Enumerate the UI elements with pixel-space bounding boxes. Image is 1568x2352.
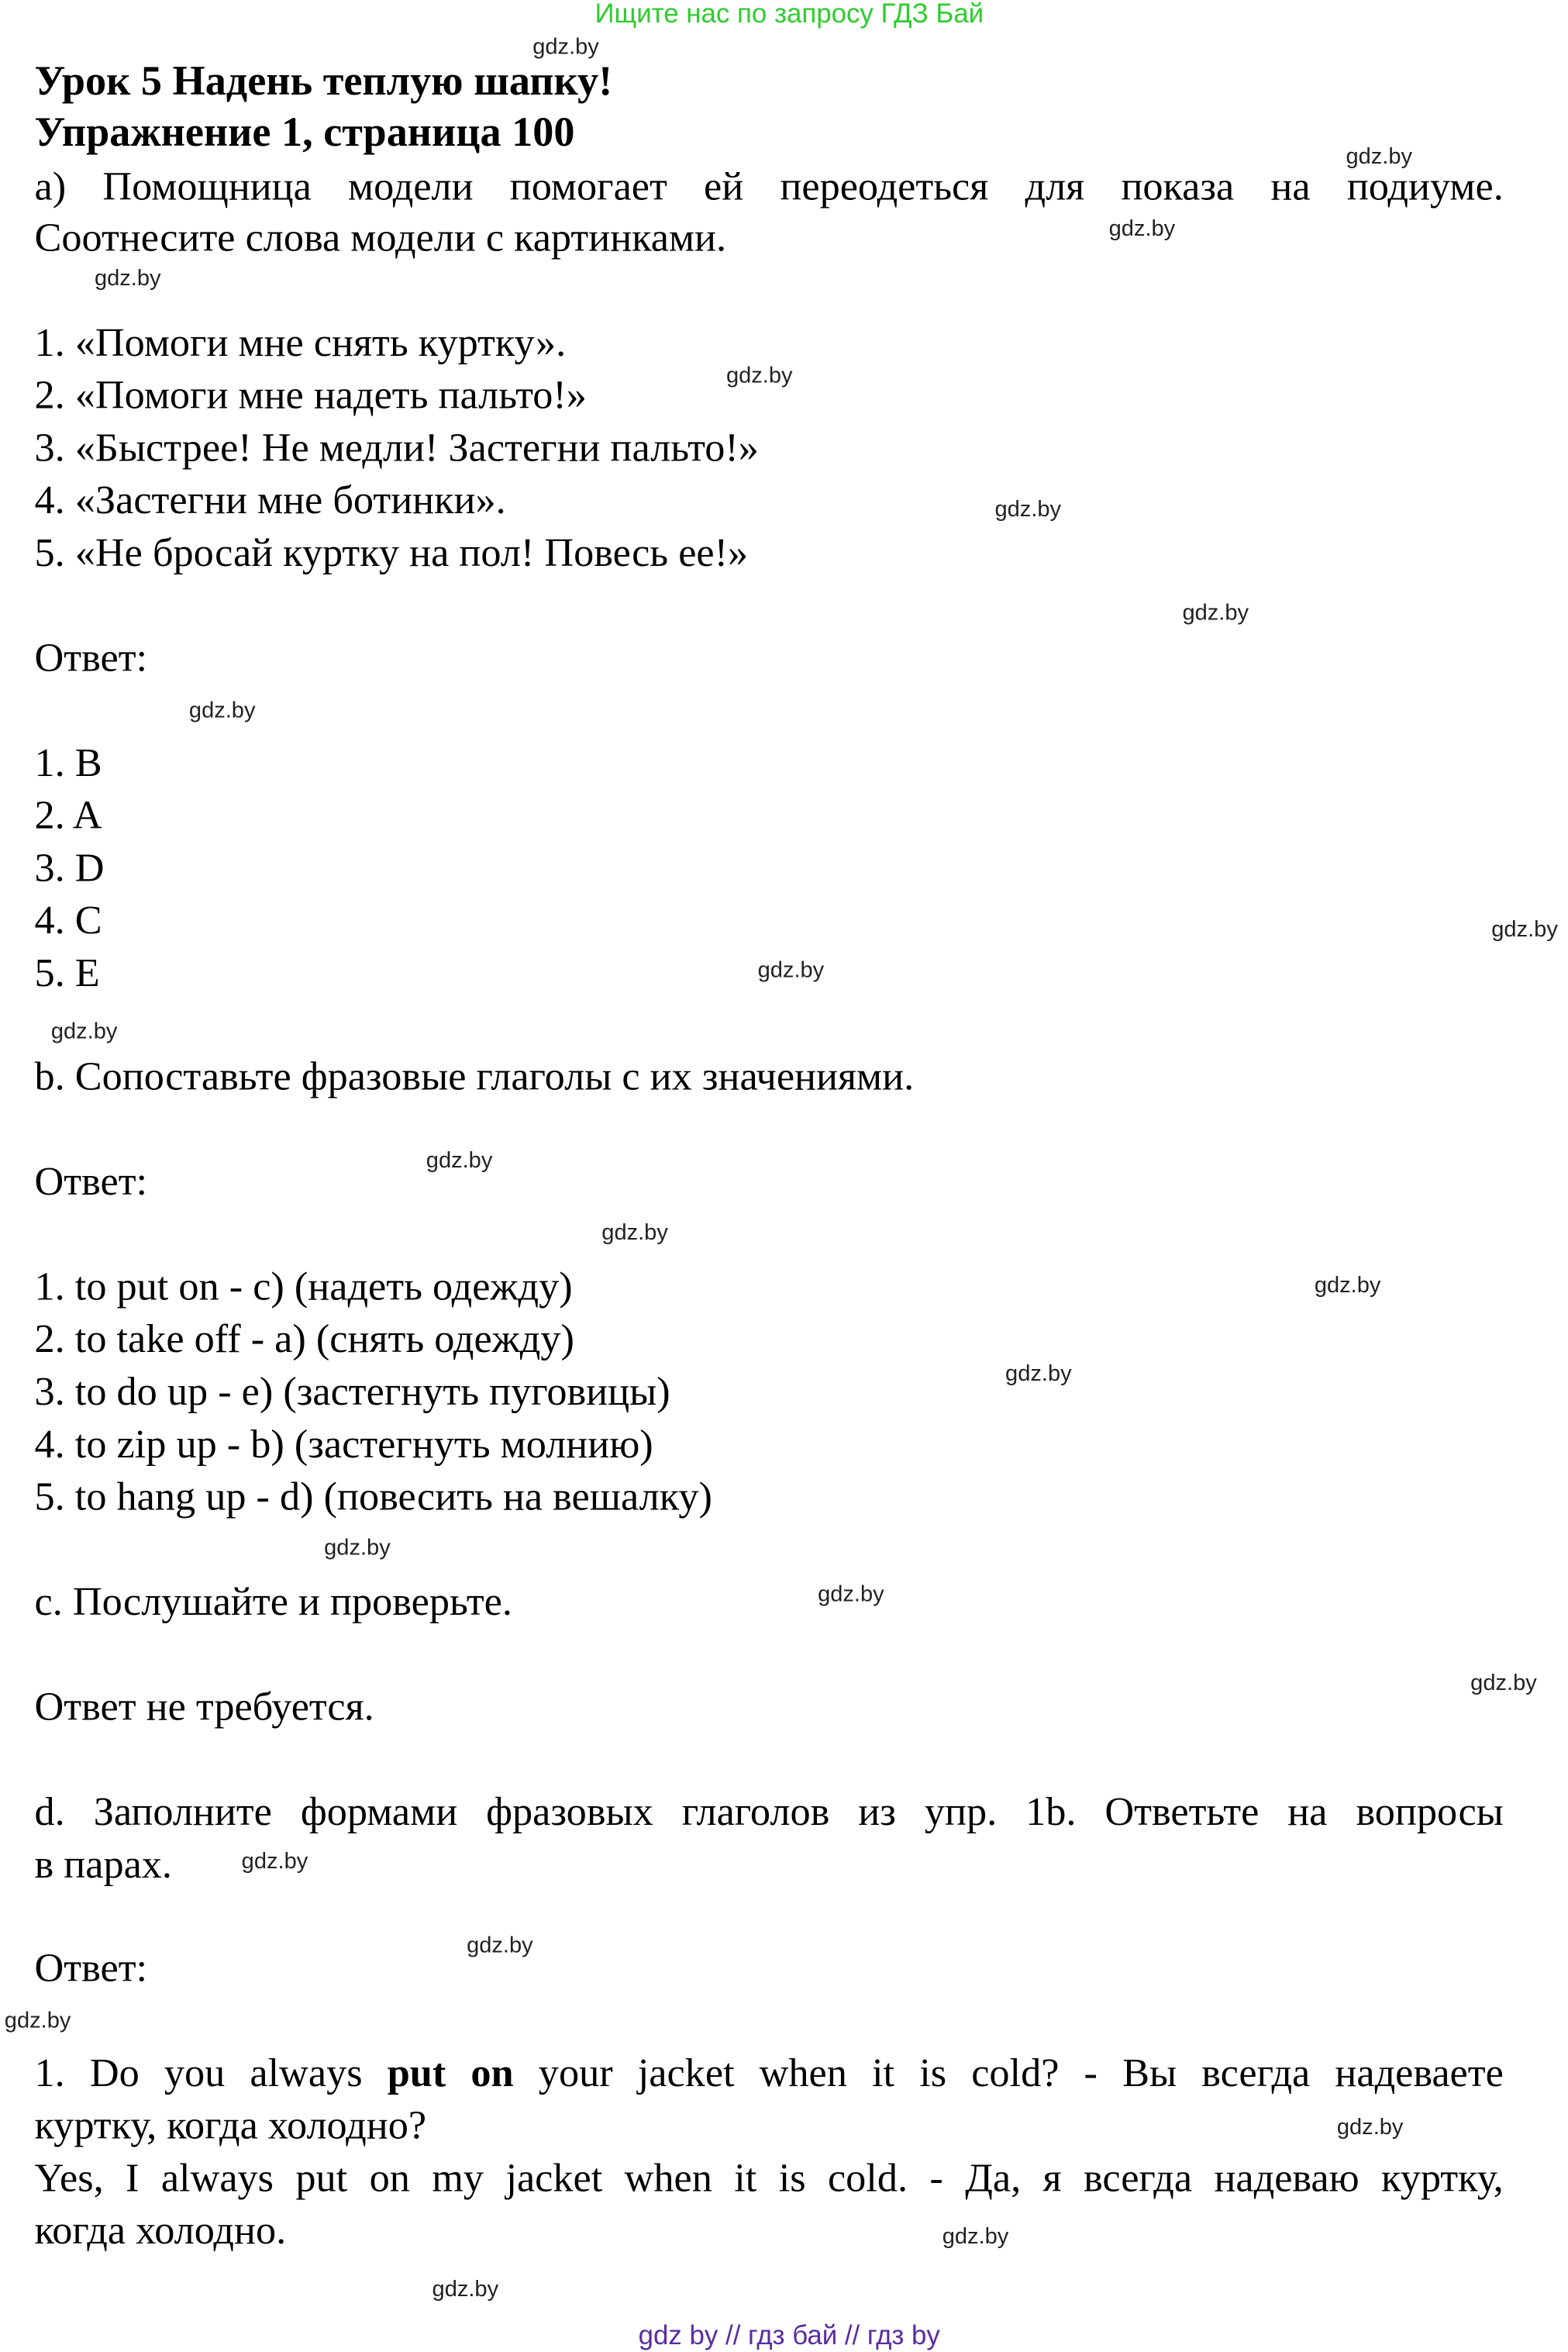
part-a-answer: 5. E [34,950,100,995]
part-d-task-line: в парах. [34,1841,172,1887]
part-b-answer: 3. to do up - e) (застегнуть пуговицы) [34,1368,670,1414]
part-b-answer: 1. to put on - c) (надеть одежду) [34,1264,573,1309]
part-a-answer: 3. D [34,844,105,890]
part-a-item: 3. «Быстрее! Не медли! Застегни пальто!» [34,424,759,470]
part-d-question-1 [35,2047,1504,2100]
watermark: gdz.by [1470,1670,1537,1696]
watermark: gdz.by [532,34,599,60]
answer-label: Ответ: [34,1158,148,1204]
exercise-title: Упражнение 1, страница 100 [34,109,575,157]
phrasal-verb-highlight: put on [387,2050,514,2095]
watermark: gdz.by [757,957,825,984]
part-a-answer: 2. A [34,792,102,838]
watermark: gdz.by [1491,916,1558,943]
watermark: gdz.by [1346,143,1413,170]
part-a-item: 2. «Помоги мне надеть пальто!» [34,372,587,418]
watermark: gdz.by [188,698,256,724]
watermark: gdz.by [1005,1361,1072,1387]
watermark: gdz.by [818,1581,884,1608]
question-text: 1. Do you always [34,2050,363,2095]
part-b-answer: 4. to zip up - b) (застегнуть молнию) [34,1421,653,1467]
part-a-item: 4. «Застегни мне ботинки». [34,477,506,522]
watermark: gdz.by [601,1219,668,1246]
watermark: gdz.by [4,2008,71,2034]
answer-label: Ответ: [34,634,148,680]
watermark: gdz.by [725,363,793,389]
part-d-question-1-cont: куртку, когда холодно? [34,2102,427,2148]
part-a-item: 1. «Помоги мне снять куртку». [34,319,567,365]
part-a-task-line: Соотнесите слова модели с картинками. [34,214,727,260]
part-b-task: b. Сопоставьте фразовые глаголы с их значениями. [34,1054,915,1099]
watermark: gdz.by [426,1147,493,1174]
part-d-answer-1: Yes, I always put on my jacket when it is cold. - Да, я всегда надеваю куртку, [34,2154,1504,2201]
part-d-answer-1-cont: когда холодно. [34,2207,287,2253]
part-b-answer: 5. to hang up - d) (повесить на вешалку) [34,1474,712,1519]
part-a-answer: 1. B [34,740,102,785]
watermark: gdz.by [241,1849,308,1874]
part-a-answer: 4. C [34,897,102,943]
part-a-task-line: а) Помощница модели помогает ей переодеться для показа на подиуме. [34,164,1504,209]
watermark: gdz.by [324,1535,391,1561]
watermark: gdz.by [50,1019,118,1045]
watermark: gdz.by [1336,2114,1404,2140]
watermark: gdz.by [942,2224,1009,2250]
watermark: gdz.by [467,1933,533,1959]
lesson-title: Урок 5 Надень теплую шапку! [34,58,613,105]
watermark: gdz.by [1108,216,1176,242]
part-b-answer: 2. to take off - a) (снять одежду) [34,1316,574,1361]
part-d-task-line: d. Заполните формами фразовых глаголов из упр. 1b. Ответьте на вопросы [34,1788,1504,1834]
watermark: gdz.by [432,2276,499,2302]
part-c-task: c. Послушайте и проверьте. [34,1578,512,1624]
part-c-answer: Ответ не требуется. [34,1684,374,1730]
footer-links: gdz by // гдз бай // гдз by [638,2319,940,2350]
watermark: gdz.by [994,496,1062,522]
answer-label: Ответ: [34,1944,148,1991]
watermark: gdz.by [94,265,161,291]
part-a-item: 5. «Не бросай куртку на пол! Повесь ее!» [34,529,749,575]
watermark: gdz.by [1182,600,1249,626]
search-banner: Ищите нас по запросу ГДЗ Бай [594,0,984,29]
watermark: gdz.by [1314,1272,1381,1298]
question-text: your jacket when it is cold? - Вы всегда надеваете [538,2050,1504,2095]
